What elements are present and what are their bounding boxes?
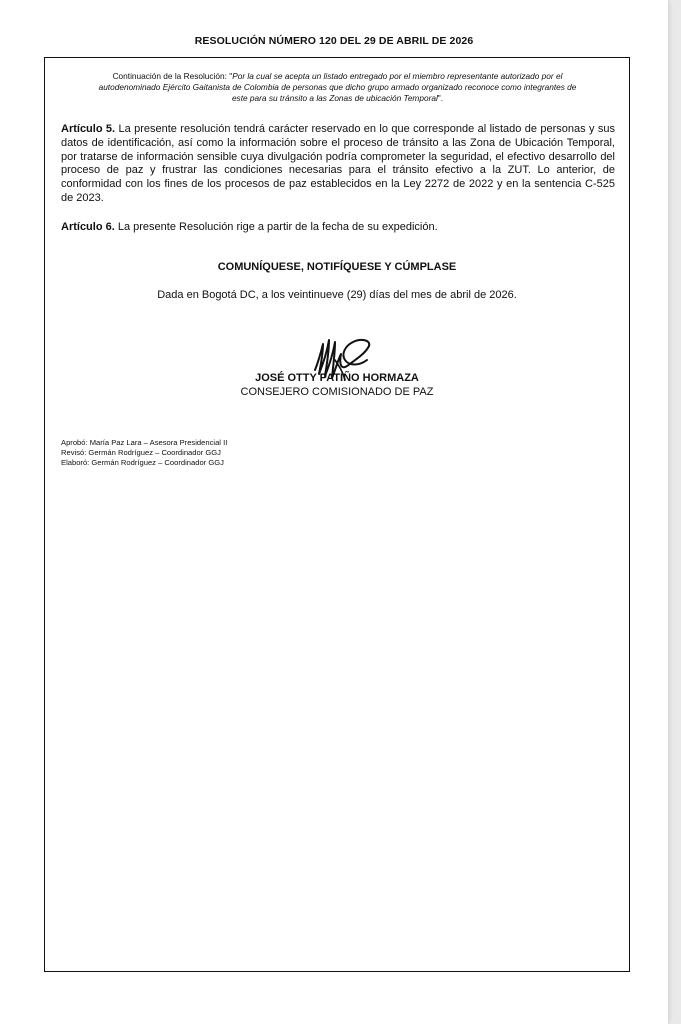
- article-6-label: Artículo 6.: [61, 221, 115, 233]
- article-6: [61, 221, 615, 235]
- continuation-italic-text: Por la cual se acepta un listado entregado por el miembro representante autorizado por el autodenominado Ejército Gaitanista de Colombia de personas que dicho grupo armado organizado reconoce como integrantes de este para su tránsito a las Zonas de ubicación Temporal: [98, 71, 577, 103]
- date-statement: Dada en Bogotá DC, a los veintinueve (29) días del mes de abril de 2026.: [157, 289, 517, 301]
- closing-statement: COMUNÍQUESE, NOTIFÍQUESE Y CÚMPLASE: [217, 261, 457, 273]
- signer-title: CONSEJERO COMISIONADO DE PAZ: [240, 386, 434, 398]
- article-5-text: La presente resolución tendrá carácter reservado en lo que corresponde al listado de personas y sus datos de identificación, así como la información sobre el proceso de tránsito a las Zona de Ubicación Temporal, por tratarse de información sensible cuya divulgación podría comprometer la seguridad, el efectivo desarrollo del proceso de paz y frustrar las condiciones necesarias para el tránsito efectivo a la ZUT. Lo anterior, de conformidad con los fines de los procesos de paz establecidos en la Ley 2272 de 2022 y en la sentencia C-525 de 2023.: [61, 123, 615, 204]
- resolution-header: RESOLUCIÓN NÚMERO 120 DEL 29 DE ABRIL DE 2026: [194, 35, 474, 47]
- signer-name: JOSÉ OTTY PATIÑO HORMAZA: [255, 372, 419, 384]
- continuation-note: [95, 71, 580, 104]
- article-6-text: La presente Resolución rige a partir de la fecha de su expedición.: [114, 221, 438, 233]
- article-5-label: Artículo 5.: [61, 123, 116, 135]
- prepared-by: Elaboró: Germán Rodríguez – Coordinador GGJ: [61, 458, 224, 467]
- article-5: [61, 123, 615, 206]
- reviewed-by: Revisó: Germán Rodríguez – Coordinador GGJ: [61, 448, 221, 457]
- continuation-suffix: ".: [437, 93, 444, 103]
- continuation-prefix: Continuación de la Resolución: ": [112, 71, 233, 81]
- approvals-block: [61, 438, 227, 468]
- approved-by: Aprobó: María Paz Lara – Asesora Presidencial II: [61, 438, 228, 447]
